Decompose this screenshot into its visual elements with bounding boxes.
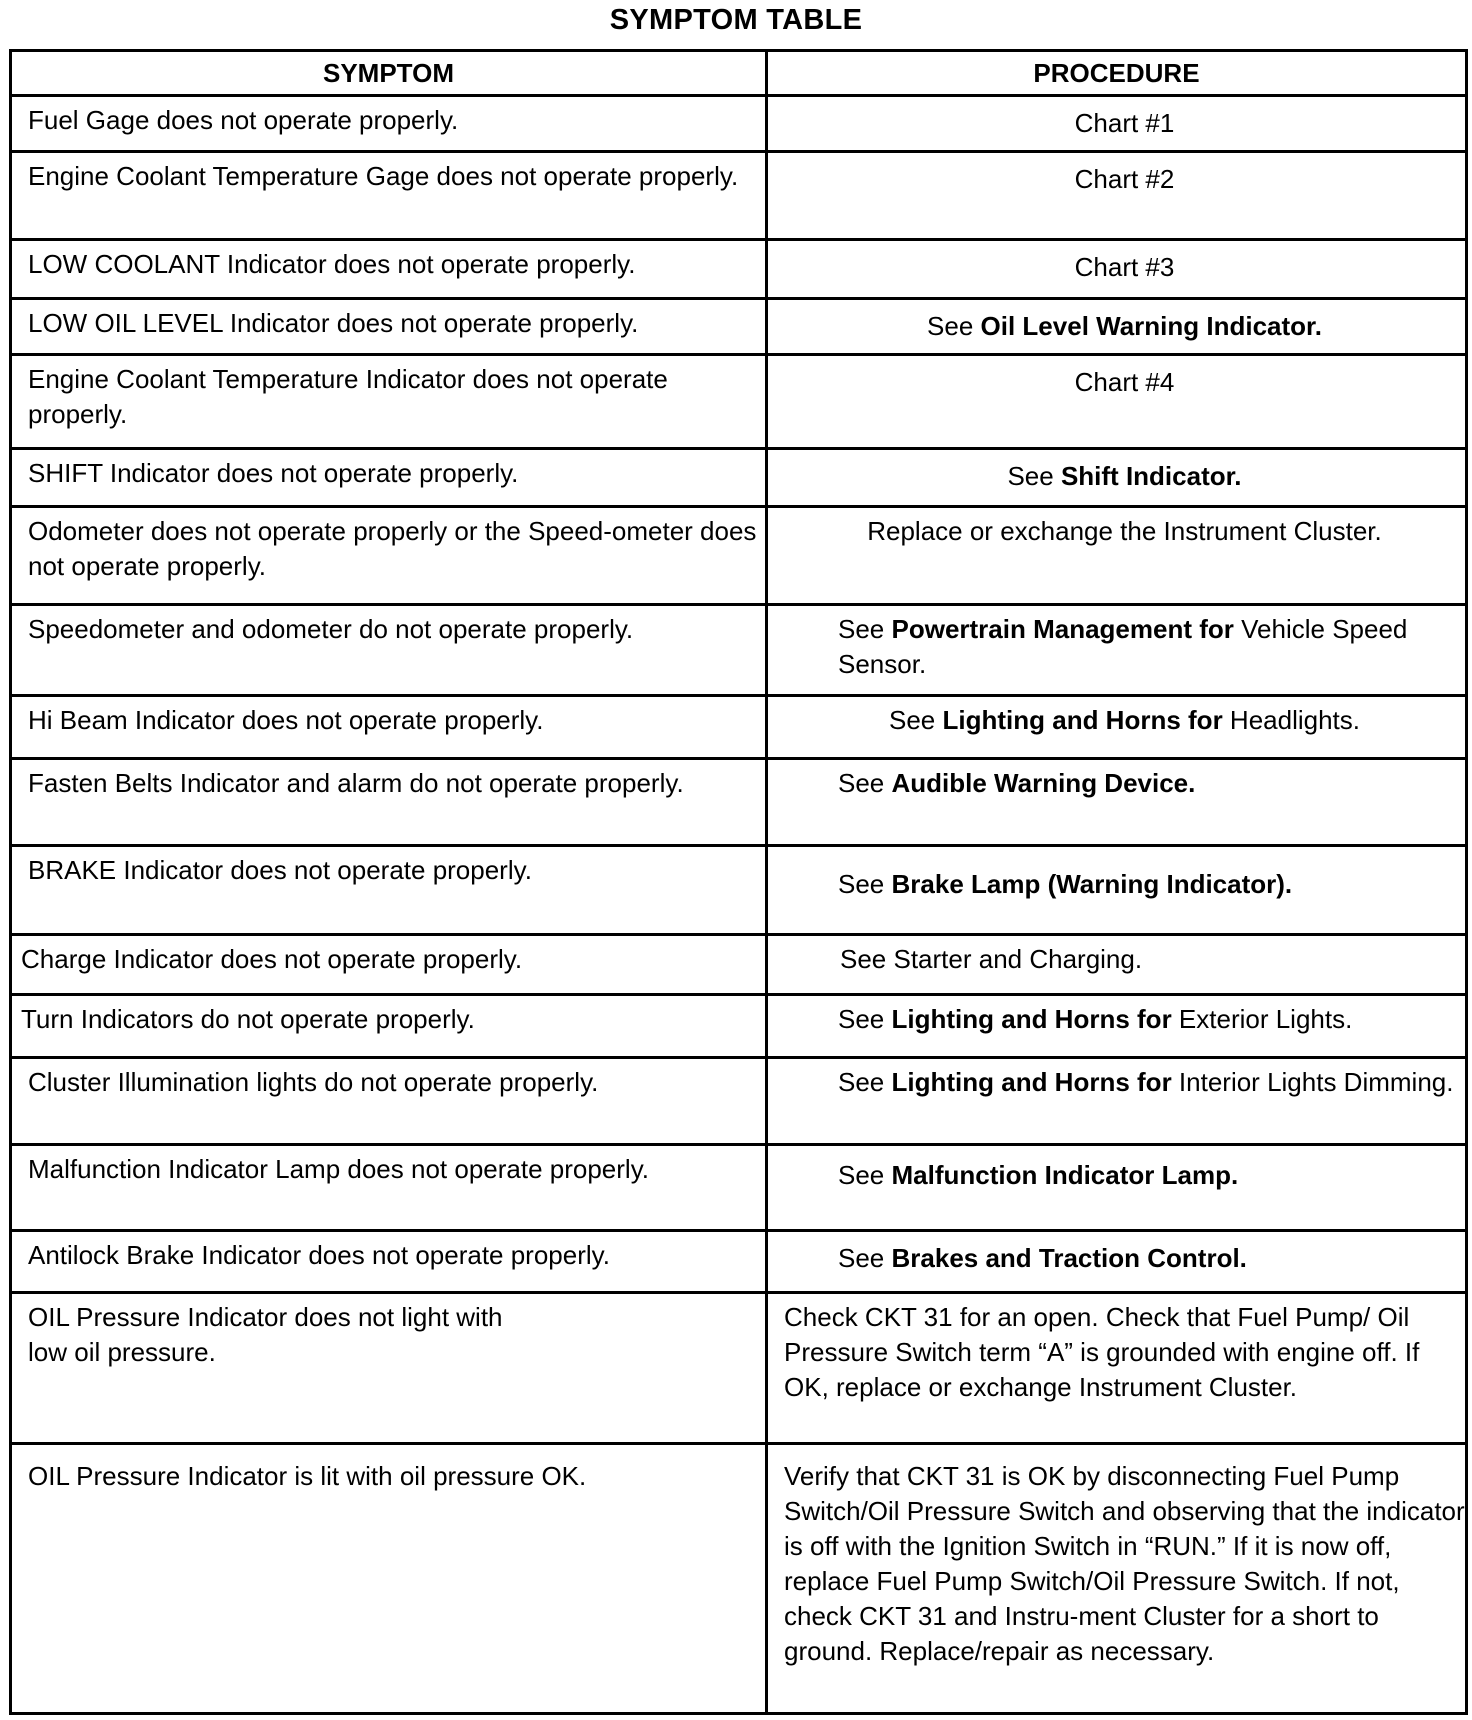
table-row: [11, 507, 1467, 605]
symptom-cell: Malfunction Indicator Lamp does not operate properly.: [11, 1145, 767, 1231]
procedure-cell: Verify that CKT 31 is OK by disconnecting Fuel Pump Switch/Oil Pressure Switch and observing that the indicator is off with the Ignition Switch in “RUN.” If it is now off, replace Fuel Pump Switch/Oil Pressure Switch. If not, check CKT 31 and Instru-ment Cluster for a short to ground. Replace/repair as necessary.: [767, 1444, 1467, 1714]
symptom-cell: LOW COOLANT Indicator does not operate properly.: [11, 240, 767, 299]
table-row: [11, 696, 1467, 759]
symptom-cell: Turn Indicators do not operate properly.: [11, 995, 767, 1058]
table-row: [11, 355, 1467, 449]
procedure-cell: Check CKT 31 for an open. Check that Fuel Pump/ Oil Pressure Switch term “A” is grounded with engine off. If OK, replace or exchange Instrument Cluster.: [767, 1293, 1467, 1444]
table-row: [11, 995, 1467, 1058]
table-row: [11, 1293, 1467, 1444]
table-row: [11, 1444, 1467, 1714]
procedure-cell: See Audible Warning Device.: [767, 759, 1467, 846]
procedure-cell: See Shift Indicator.: [767, 449, 1467, 507]
procedure-column-header: PROCEDURE: [767, 51, 1467, 96]
table-row: [11, 1145, 1467, 1231]
procedure-cell: See Starter and Charging.: [767, 935, 1467, 995]
symptom-cell: Charge Indicator does not operate properly.: [11, 935, 767, 995]
table-row: [11, 605, 1467, 696]
page-title: SYMPTOM TABLE: [609, 4, 863, 36]
symptom-cell: Engine Coolant Temperature Gage does not operate properly.: [11, 152, 767, 240]
table-header-row: [11, 51, 1467, 96]
table-row: [11, 846, 1467, 935]
symptom-cell: Speedometer and odometer do not operate properly.: [11, 605, 767, 696]
symptom-cell: Hi Beam Indicator does not operate properly.: [11, 696, 767, 759]
procedure-cell: Chart #2: [767, 152, 1467, 240]
symptom-column-header: SYMPTOM: [11, 51, 767, 96]
symptom-cell: Odometer does not operate properly or the Speed-ometer does not operate properly.: [11, 507, 767, 605]
procedure-cell: See Brake Lamp (Warning Indicator).: [767, 846, 1467, 935]
table-row: [11, 1058, 1467, 1145]
table-row: [11, 299, 1467, 355]
procedure-cell: See Powertrain Management for Vehicle Speed Sensor.: [767, 605, 1467, 696]
symptom-cell: Fuel Gage does not operate properly.: [11, 96, 767, 152]
symptom-cell: BRAKE Indicator does not operate properly.: [11, 846, 767, 935]
table-row: [11, 1231, 1467, 1293]
symptom-cell: LOW OIL LEVEL Indicator does not operate properly.: [11, 299, 767, 355]
symptom-cell: Cluster Illumination lights do not operate properly.: [11, 1058, 767, 1145]
table-row: [11, 152, 1467, 240]
procedure-cell: See Lighting and Horns for Exterior Lights.: [767, 995, 1467, 1058]
procedure-cell: See Lighting and Horns for Interior Lights Dimming.: [767, 1058, 1467, 1145]
procedure-cell: Chart #1: [767, 96, 1467, 152]
procedure-cell: Chart #3: [767, 240, 1467, 299]
symptom-cell: Fasten Belts Indicator and alarm do not operate properly.: [11, 759, 767, 846]
procedure-cell: See Oil Level Warning Indicator.: [767, 299, 1467, 355]
procedure-cell: Replace or exchange the Instrument Cluster.: [767, 507, 1467, 605]
symptom-cell: SHIFT Indicator does not operate properly.: [11, 449, 767, 507]
procedure-cell: See Lighting and Horns for Headlights.: [767, 696, 1467, 759]
table-row: [11, 449, 1467, 507]
table-row: [11, 935, 1467, 995]
symptom-cell: Engine Coolant Temperature Indicator does not operate properly.: [11, 355, 767, 449]
table-row: [11, 759, 1467, 846]
table-row: [11, 96, 1467, 152]
procedure-cell: See Malfunction Indicator Lamp.: [767, 1145, 1467, 1231]
symptom-table: [9, 49, 1468, 1715]
procedure-cell: Chart #4: [767, 355, 1467, 449]
symptom-cell: OIL Pressure Indicator does not light with low oil pressure.: [11, 1293, 767, 1444]
symptom-cell: OIL Pressure Indicator is lit with oil pressure OK.: [11, 1444, 767, 1714]
table-row: [11, 240, 1467, 299]
symptom-cell: Antilock Brake Indicator does not operate properly.: [11, 1231, 767, 1293]
procedure-cell: See Brakes and Traction Control.: [767, 1231, 1467, 1293]
